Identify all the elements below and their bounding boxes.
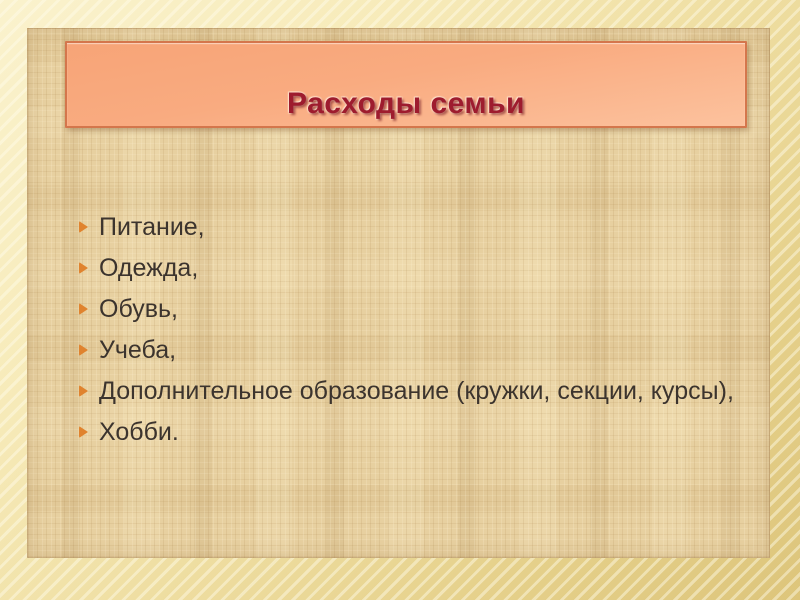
list-item-text: Дополнительное образование (кружки, секции, курсы),	[99, 377, 734, 405]
list-item	[77, 248, 737, 288]
bullet-list	[77, 207, 737, 453]
list-item-text: Питание,	[99, 213, 205, 241]
list-item-text: Хобби.	[99, 418, 179, 446]
bullet-arrow-icon	[79, 221, 88, 233]
bullet-arrow-icon	[79, 426, 88, 438]
list-item-text: Обувь,	[99, 295, 178, 323]
list-item	[77, 371, 737, 411]
bullet-arrow-icon	[79, 262, 88, 274]
list-item	[77, 330, 737, 370]
bullet-arrow-icon	[79, 303, 88, 315]
bullet-arrow-icon	[79, 385, 88, 397]
list-item-text: Учеба,	[99, 336, 177, 364]
list-item	[77, 412, 737, 452]
list-item-text: Одежда,	[99, 254, 199, 282]
bullet-arrow-icon	[79, 344, 88, 356]
list-item	[77, 289, 737, 329]
slide-title: Расходы семьи	[286, 87, 525, 120]
list-item	[77, 207, 737, 247]
title-banner	[65, 41, 747, 128]
slide-canvas	[27, 28, 770, 558]
